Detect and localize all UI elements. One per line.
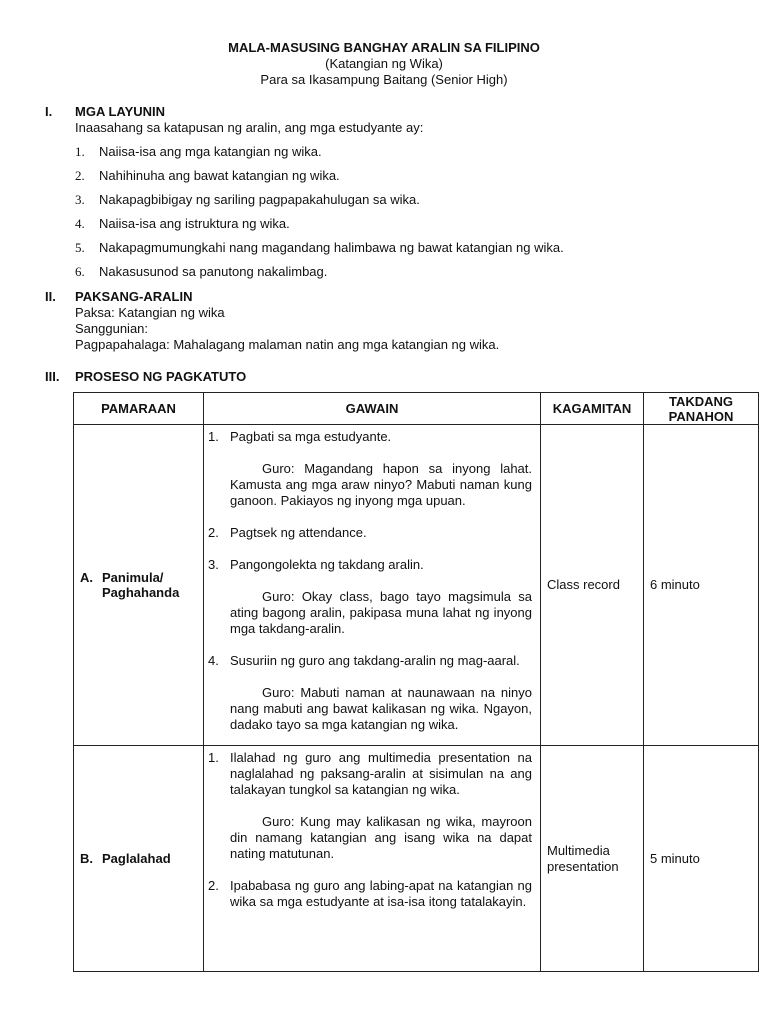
duration-cell: 6 minuto (644, 425, 759, 746)
section-number: II. (45, 289, 56, 304)
activity-cell (204, 746, 541, 972)
process-table (73, 392, 759, 972)
header-gawain: GAWAIN (204, 393, 541, 425)
table-header-row (74, 393, 759, 425)
section-body (75, 305, 725, 353)
section-heading: PROSESO NG PAGKATUTO (75, 369, 247, 384)
list-item: 2. Nahihinuha ang bawat katangian ng wika. (75, 168, 340, 183)
document-title: MALA-MASUSING BANGHAY ARALIN SA FILIPINO (228, 40, 540, 55)
teacher-line: Guro: Okay class, bago tayo magsimula sa ating bagong aralin, pakipasa muna lahat ng inyong mga takdang-aralin. (230, 589, 532, 636)
list-item: 6. Nakasusunod sa panutong nakalimbag. (75, 264, 328, 279)
step-item: 1. Ilalahad ng guro ang multimedia presentation na naglalahad ng paksang-aralin at sisimulan na ang talakayan tungkol sa katangian ng wika. (208, 750, 532, 797)
section-heading: MGA LAYUNIN (75, 104, 166, 119)
step-item: 1. Pagbati sa mga estudyante. (208, 429, 392, 444)
teacher-line: Guro: Kung may kalikasan ng wika, mayroon din namang katangian ang isang wika na dapat nating matutunan. (230, 814, 532, 861)
phase-cell: B. Paglalahad (74, 746, 204, 972)
teacher-line: Guro: Mabuti naman at naunawaan na ninyo nang mabuti ang bawat kalikasan ng wika. Ngayon, dadako tayo sa mga katangian ng wika. (230, 685, 532, 732)
step-item: 4. Susuriin ng guro ang takdang-aralin ng mag-aaral. (208, 653, 520, 668)
document-header (0, 40, 768, 88)
document-subtitle: (Katangian ng Wika) (325, 56, 443, 71)
materials-cell: Class record (541, 425, 644, 746)
topic-line: Paksa: Katangian ng wika (75, 305, 225, 320)
reference-line: Sanggunian: (75, 321, 149, 336)
activity-cell (204, 425, 541, 746)
step-item: 2. Ipababasa ng guro ang labing-apat na katangian ng wika sa mga estudyante at isa-isa itong tatalakayin. (208, 878, 532, 909)
step-item: 3. Pangongolekta ng takdang aralin. (208, 557, 424, 572)
list-item: 4. Naiisa-isa ang istruktura ng wika. (75, 216, 290, 231)
phase-cell: A. Panimula/ Paghahanda (74, 425, 204, 746)
header-kagamitan: KAGAMITAN (541, 393, 644, 425)
section-heading: PAKSANG-ARALIN (75, 289, 193, 304)
duration-cell: 5 minuto (644, 746, 759, 972)
materials-cell: Multimedia presentation (541, 746, 644, 972)
section-number: I. (45, 104, 53, 119)
step-item: 2. Pagtsek ng attendance. (208, 525, 367, 540)
table-row (74, 425, 759, 746)
table-row (74, 746, 759, 972)
section-number: III. (45, 369, 60, 384)
teacher-line: Guro: Magandang hapon sa inyong lahat. Kamusta ang mga araw ninyo? Mabuti naman kung ganoon. Pakiayos ng inyong mga upuan. (230, 461, 532, 508)
grade-level: Para sa Ikasampung Baitang (Senior High) (260, 72, 508, 87)
header-takdang-panahon: TAKDANG PANAHON (644, 393, 759, 425)
list-item: 1. Naiisa-isa ang mga katangian ng wika. (75, 144, 322, 159)
values-line: Pagpapahalaga: Mahalagang malaman natin ang mga katangian ng wika. (75, 337, 500, 352)
list-item: 5. Nakapagmumungkahi nang magandang halimbawa ng bawat katangian ng wika. (75, 240, 564, 255)
section-intro: Inaasahang sa katapusan ng aralin, ang mga estudyante ay: (75, 120, 424, 135)
list-item: 3. Nakapagbibigay ng sariling pagpapakahulugan sa wika. (75, 192, 420, 207)
header-pamaraan: PAMARAAN (74, 393, 204, 425)
